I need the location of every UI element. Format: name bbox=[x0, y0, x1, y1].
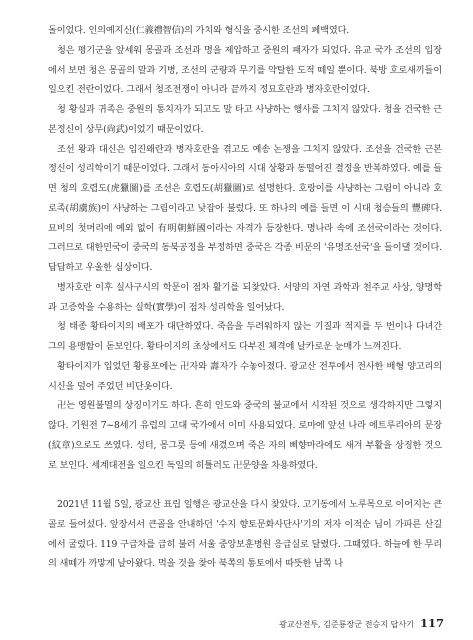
paragraph: 청은 평기군을 앞세워 몽골과 조선과 명을 제압하고 중원의 패자가 되었다. 유교 국가 조선의 입장에서 보면 청은 몽골의 말과 기병, 조선의 군량과 무기를 약탈한 도적 떼일 뿐이다. 북방 호로새끼들이 일으킨 전란이었다. 그래서 청조전쟁이 아니라 끝까지 정묘호란과 병자호란이었다. bbox=[48, 44, 442, 96]
paragraph: 청 태종 황타이지의 배포가 대단하였다. 죽음을 두려워하지 않는 기질과 적지를 두 번이나 다녀간 그의 용맹함이 돋보인다. 황타이지의 초상에서도 다부진 체격에 날카로운 눈매가 느껴진다. bbox=[48, 321, 442, 352]
paragraph: 조선 왕과 대신은 임진왜란과 병자호란을 겪고도 예송 논쟁을 그치지 않았다. 조선을 건국한 근본정신이 성리학이기 때문이었다. 그래서 동아시아의 시대 상황과 동떨어진 결정을 반복하였다. 예를 들면 청의 호렵도(虎獵圖)를 조선은 호렵도(胡獵圖)로 설명한다. 호랑이를 사냥하는 그림이 아니라 호로족(胡虜族)이 사냥하는 그림이라고 낮잡아 불렀다. 또 하나의 예를 들면 이 시대 청승들의 豐碑다. 묘비의 첫머리에 예외 없이 有明朝鮮國이라는 자격가 등장한다. 명나라 속에 조선국이라는 것이다. 그러므로 대한민국이 중국의 동북공정을 부정하면 중국은 각종 비문의 '유명조선국'을 들이댈 것이다. 답답하고 우울한 심상이다. bbox=[48, 143, 442, 273]
body-text bbox=[48, 21, 442, 574]
page-footer bbox=[48, 616, 444, 630]
paragraph: 돌이었다. 인의예지신(仁義禮智信)의 가치와 형식을 중시한 조선의 폐백였다. bbox=[48, 25, 350, 36]
paragraph: 2021년 11월 5일, 광교산 표립 일행은 광교산을 다시 찾았다. 고기동에서 노루목으로 이어지는 큰골로 들어섰다. 앞장서서 큰골을 안내하던 '수지 향토문화사단사'기의 저자 이적순 님이 가파른 산길에서 굴렀다. 119 구급차를 급히 불러 서울 중앙보훈병원 응급실로 달렸다. 그때였다. 하늘에 한 무리의 새떼가 까맣게 날아왔다. 먹을 것을 찾아 북쪽의 통토에서 따뜻한 남쪽 나 bbox=[48, 499, 442, 570]
paragraph: 병자호란 이후 실사구시의 학문이 점차 활기를 되찾았다. 서양의 자연 과학과 천주교 사상, 양명학과 고증학을 수용하는 실학(實學)이 점차 성리학을 일어났다. bbox=[48, 281, 442, 313]
paragraph: 청 황실과 귀족은 중원의 통치자가 되고도 말 타고 사냥하는 행사를 그치지 않았다. 청을 건국한 근본정신이 상무(尙武)이었기 때문이었다. bbox=[48, 104, 442, 135]
paragraph: 卍는 영원불멸의 상징이기도 하다. 흔히 인도와 중국의 불교에서 시작된 것으로 생각하지만 그렇지 않다. 기원전 7~8세기 유럽의 고대 국가에서 이미 사용되었다. 로마에 앞선 나라 에트루리아의 문장(紋章)으로도 쓰였다. 성터, 몽그릇 등에 새겼으며 죽은 자의 삐향마라에도 새겨 부활을 상징한 것으로 보인다. 세계대전을 일으킨 독일의 히틀러도 卍문양을 차용하였다. bbox=[48, 400, 442, 471]
paragraph: 황타이지가 입었던 황룡포에는 卍자와 壽자가 수놓아졌다. 광교산 전투에서 전사한 배형 양고리의 시신을 덮어 주었던 비단옷이다. bbox=[48, 360, 442, 392]
page-number: 117 bbox=[419, 616, 444, 630]
running-title: 광교산전투, 김준룡장군 전승지 답사기 bbox=[279, 619, 414, 629]
